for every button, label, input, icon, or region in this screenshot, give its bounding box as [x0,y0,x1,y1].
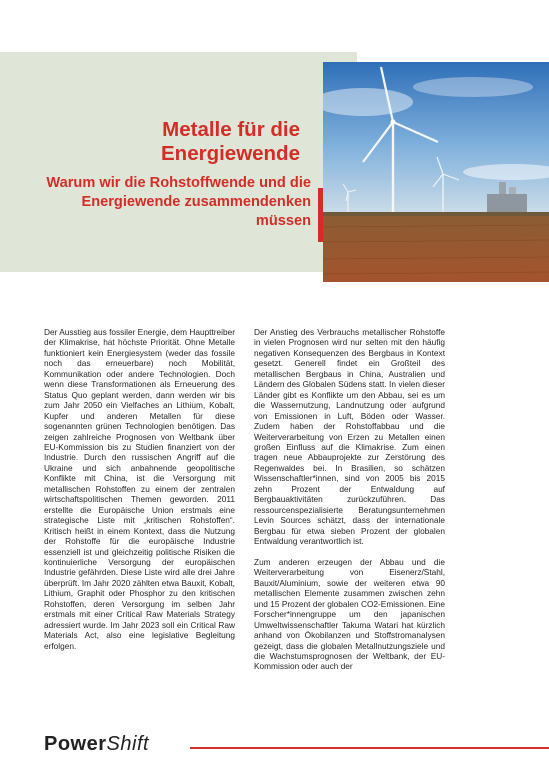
paragraph: Der Anstieg des Verbrauchs metallischer Rohstoffe in vielen Prognosen wird nur selten mit den häufig negativen Konsequenzen des Bergbaus in Kontext gesetzt. Generell findet ein Großteil des metallischen Bergbaus in China, Australien und Ländern des Globalen Südens statt. In vielen dieser Länder gibt es Konflikte um den Abbau, sei es um die Wassernutzung, Landnutzung oder aufgrund von Emissionen in Luft, Böden oder Wasser. Zudem haben der Rohstoffabbau und die Weiterverarbeitung von Erzen zu Metallen einen großen Einfluss auf die Klimakrise. Zum einen tragen neue Abbauprojekte zur Zerstörung des Regenwaldes bei. In Brasilien, so schätzen Wissenschaftler*innen, sind von 2005 bis 2015 zehn Prozent der Entwaldung auf Bergbauaktivitäten zurückzuführen. Das ressourcenspezialisierte Beratungsunternehmen Levin Sources schätzt, dass der internationale Bergbau für etwa sieben Prozent der globalen Entwaldung verantwortlich ist. [254,327,445,547]
title-accent-bar [318,188,323,242]
wind-turbines-photo [323,62,549,282]
body-column-left [44,327,235,661]
page-subtitle: Warum wir die Rohstoffwende und die Energiewende zusammendenken müssen [46,175,311,229]
powershift-logo [44,733,149,756]
paragraph: Zum anderen erzeugen der Abbau und die Weiterverarbeitung von Eisenerz/Stahl, Bauxit/Aluminium, sowie der weiteren etwa 90 metallischen Elemente zusammen zwischen zehn und 15 Prozent der globalen CO2-Emissionen. Eine Forscher*innengruppe um den japanischen Umweltwissenschaftler Takuma Watari hat kürzlich anhand von Ökobilanzen und Stoffstromanalysen gezeigt, dass die globalen Metallnutzungsziele und die Wachstumsprognosen der Weltbank, der EU-Kommission oder auch der [254,556,445,672]
paragraph: Der Ausstieg aus fossiler Energie, dem Haupttreiber der Klimakrise, hat höchste Priorität. Ohne Metalle funktioniert kein Energiesystem (weder das fossile noch das erneuerbare) noch Mobilität, Kommunikation oder andere Technologien. Doch wenn diese Transformationen als Erneuerung des Status Quo geplant werden, dann werden wir bis zum Jahr 2050 ein Vielfaches an Lithium, Kobalt, Kupfer und anderen Metallen für diese sogenannten grünen Technologien benötigen. Das zeigen zahlreiche Prognosen von Weltbank über EU-Kommission bis zu Studien finanziert von der Industrie. Durch den russischen Angriff auf die Ukraine und sich anbahnende geopolitische Konflikte mit China, ist die Versorgung mit metallischen Rohstoffen zu einem der zentralen wirtschaftspolitischen Themen geworden. 2011 erstellte die Europäische Union erstmals eine strategische Liste mit „kritischen Rohstoffen“. Kritisch heißt in einem Kontext, dass die Nutzung der Rohstoffe für die europäische Industrie essenziell ist und gleichzeitig politische Risiken die kontinuierliche Versorgung der europäischen Industrie gefährden. Diese Liste wird alle drei Jahre überprüft. Im Jahr 2020 zählten etwa Bauxit, Kobalt, Lithium, Graphit oder Phosphor zu den kritischen Rohstoffen, deren Versorgung im selben Jahr erstmals mit einer Critical Raw Materials Strategy adressiert wurde. Im Jahr 2023 soll ein Critical Raw Materials Act, also eine legislative Begleitung erfolgen. [44,327,235,651]
logo-shift: Shift [106,733,150,755]
footer-divider [190,747,549,749]
body-column-right [254,327,445,682]
logo-power: Power [44,733,107,755]
page-title: Metalle für die Energiewende [161,118,300,165]
